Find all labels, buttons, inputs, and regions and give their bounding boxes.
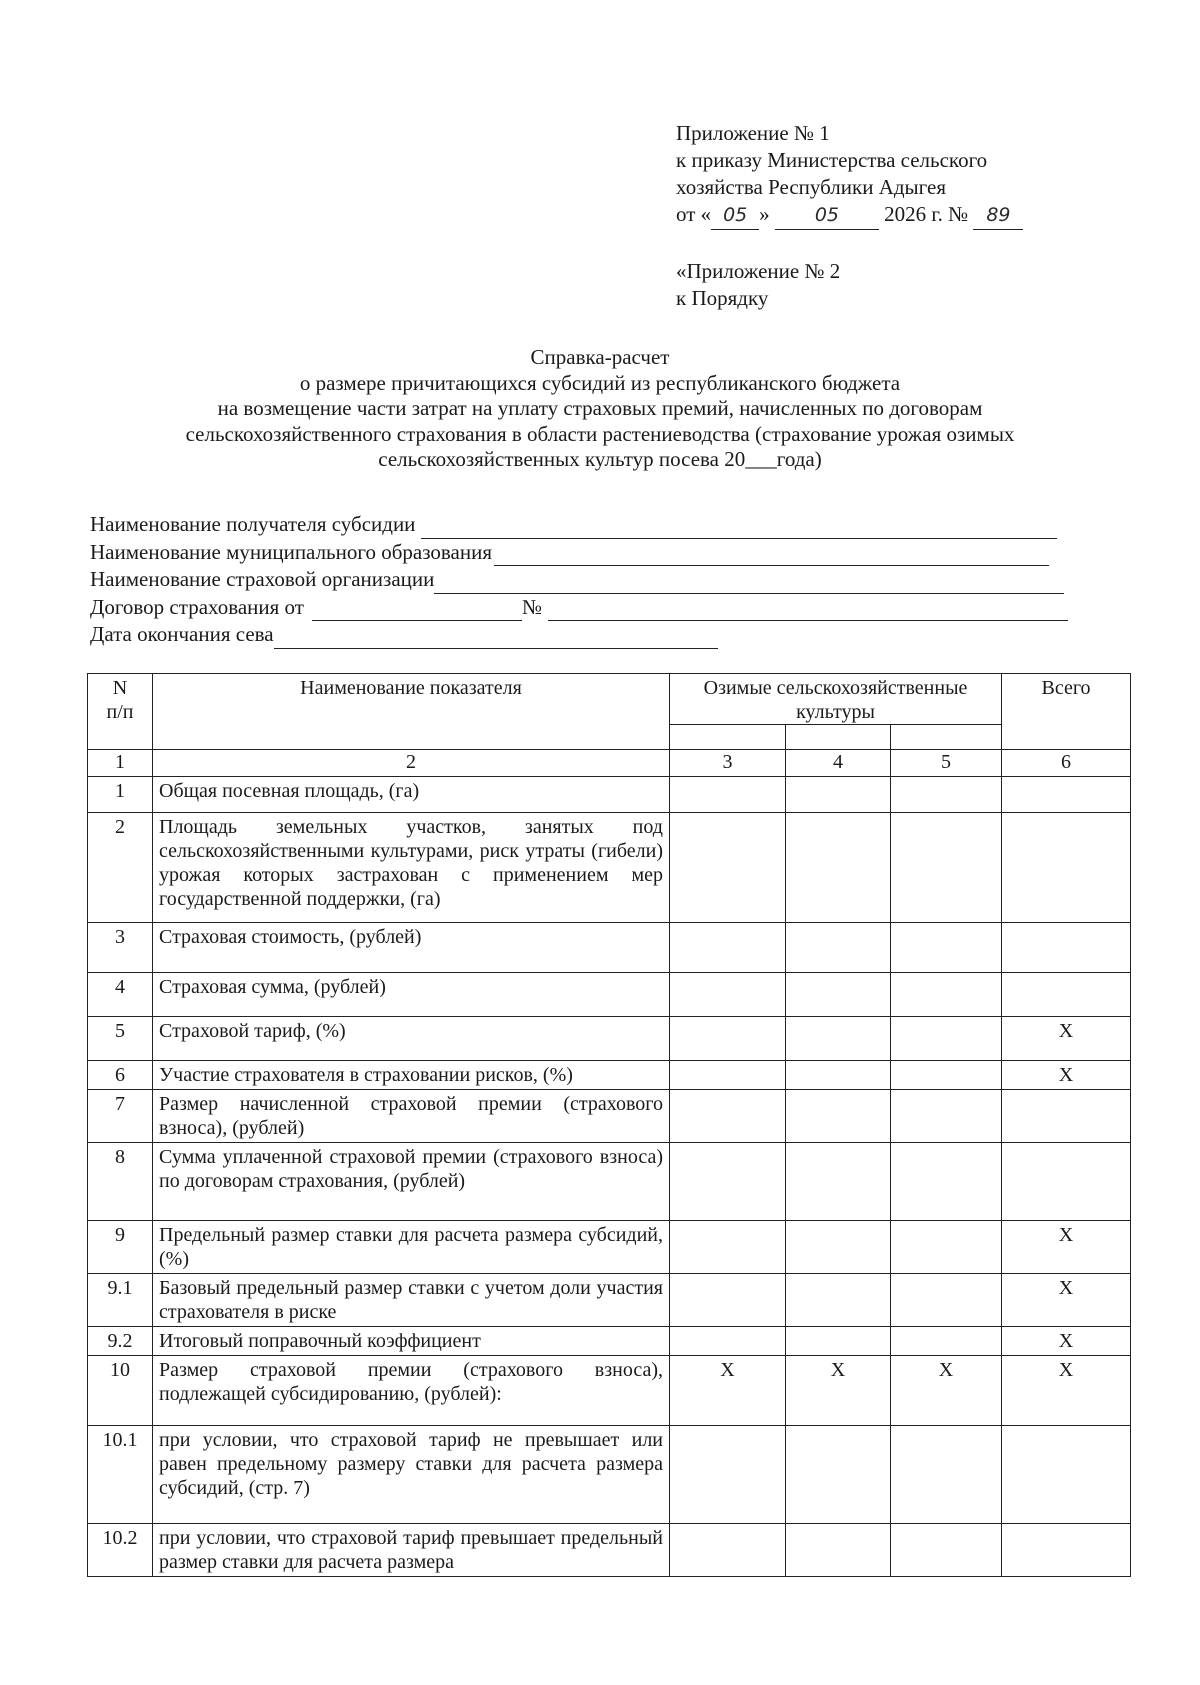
municipality-input[interactable] (494, 545, 1049, 566)
table-row (88, 1426, 1131, 1524)
sowing-end-input[interactable] (274, 628, 718, 649)
row-number: 10.1 (88, 1426, 153, 1524)
row-total-cell[interactable] (1002, 1143, 1131, 1221)
document-title: Справка-расчет о размере причитающихся субсидий из республиканского бюджета на возмещение части затрат на уплату страховых премий, начисленных по договорам сельскохозяйственного страхования в области растениеводства (страхование урожая озимых сельскохозяйственных культур посева 20___года) (185, 345, 1015, 471)
row-value-cell[interactable] (786, 1524, 891, 1577)
appendix2-header (676, 258, 840, 312)
row-number: 5 (88, 1017, 153, 1061)
row-total-cell[interactable] (1002, 813, 1131, 923)
row-value-cell[interactable] (670, 1017, 786, 1061)
recipient-input[interactable] (421, 518, 1057, 539)
contract-date-input[interactable] (312, 600, 522, 621)
row-value-cell[interactable] (891, 973, 1002, 1017)
handwritten-month: 05 (814, 204, 839, 226)
row-value-cell[interactable] (786, 1017, 891, 1061)
row-indicator-name: Предельный размер ставки для расчета размера субсидий, (%) (153, 1221, 670, 1274)
table-row (88, 1524, 1131, 1577)
row-value-cell[interactable] (891, 923, 1002, 973)
row-number: 7 (88, 1090, 153, 1143)
row-value-cell[interactable] (670, 1274, 786, 1327)
form-fields (90, 511, 1068, 649)
appendix2-title: «Приложение № 2 (676, 259, 841, 283)
row-value-cell[interactable]: X (670, 1356, 786, 1426)
row-value-cell[interactable] (670, 923, 786, 973)
row-total-cell[interactable] (1002, 777, 1131, 813)
row-value-cell[interactable] (670, 1327, 786, 1356)
row-value-cell[interactable] (670, 1090, 786, 1143)
row-value-cell[interactable] (786, 973, 891, 1017)
row-total-cell[interactable]: X (1002, 1274, 1131, 1327)
row-total-cell[interactable]: X (1002, 1017, 1131, 1061)
row-value-cell[interactable] (891, 1090, 1002, 1143)
row-value-cell[interactable] (891, 1524, 1002, 1577)
row-number: 10 (88, 1356, 153, 1426)
contract-field: Договор страхования от № (90, 594, 1068, 622)
row-value-cell[interactable]: X (786, 1356, 891, 1426)
handwritten-day: 05 (723, 204, 748, 226)
table-row (88, 1090, 1131, 1143)
row-value-cell[interactable] (786, 777, 891, 813)
row-value-cell[interactable] (786, 1327, 891, 1356)
appendix2-order-ref: к Порядку (676, 286, 769, 310)
row-value-cell[interactable] (891, 1143, 1002, 1221)
row-value-cell[interactable] (670, 813, 786, 923)
row-value-cell[interactable] (670, 1143, 786, 1221)
row-total-cell[interactable]: X (1002, 1221, 1131, 1274)
row-number: 6 (88, 1061, 153, 1090)
row-indicator-name: Страховая сумма, (рублей) (153, 973, 670, 1017)
row-total-cell[interactable]: X (1002, 1356, 1131, 1426)
row-number: 9.1 (88, 1274, 153, 1327)
row-number: 1 (88, 777, 153, 813)
row-value-cell[interactable] (786, 923, 891, 973)
row-indicator-name: Площадь земельных участков, занятых под сельскохозяйственными культурами, риск утраты (гибели) урожая которых застрахован с применением мер государственной поддержки, (га) (153, 813, 670, 923)
insurer-field: Наименование страховой организации (90, 566, 1068, 594)
table-row (88, 1017, 1131, 1061)
row-number: 3 (88, 923, 153, 973)
row-value-cell[interactable] (670, 1221, 786, 1274)
row-value-cell[interactable] (891, 813, 1002, 923)
row-value-cell[interactable] (786, 1274, 891, 1327)
subheader-cell (670, 725, 786, 750)
row-number: 9 (88, 1221, 153, 1274)
row-value-cell[interactable] (891, 1017, 1002, 1061)
table-row (88, 1356, 1131, 1426)
subheader-cell (891, 725, 1002, 750)
municipality-field: Наименование муниципального образования (90, 539, 1068, 567)
table-row (88, 777, 1131, 813)
header-name: Наименование показателя (153, 674, 670, 750)
row-value-cell[interactable] (891, 1061, 1002, 1090)
column-numbers-row (88, 750, 1131, 777)
header-crops: Озимые сельскохозяйственные культуры (670, 674, 1002, 725)
table-row (88, 973, 1131, 1017)
col-number: 6 (1002, 750, 1131, 777)
table-row (88, 813, 1131, 923)
row-total-cell[interactable] (1002, 1090, 1131, 1143)
row-total-cell[interactable] (1002, 973, 1131, 1017)
table-row (88, 1061, 1131, 1090)
table-header-row (88, 674, 1131, 725)
insurer-input[interactable] (434, 573, 1064, 594)
header-total: Всего (1002, 674, 1131, 750)
sowing-end-field: Дата окончания сева (90, 621, 1068, 649)
row-indicator-name: Страховой тариф, (%) (153, 1017, 670, 1061)
recipient-field: Наименование получателя субсидии (90, 511, 1068, 539)
row-value-cell[interactable] (891, 777, 1002, 813)
row-indicator-name: Базовый предельный размер ставки с учетом доли участия страхователя в риске (153, 1274, 670, 1327)
row-value-cell[interactable] (670, 1426, 786, 1524)
appendix-date-line: от « 05 » 05 2026 г. № 89 (676, 201, 1023, 230)
row-indicator-name: Размер страховой премии (страхового взноса), подлежащей субсидированию, (рублей): (153, 1356, 670, 1426)
row-total-cell[interactable] (1002, 1524, 1131, 1577)
row-value-cell[interactable] (670, 973, 786, 1017)
row-value-cell[interactable]: X (891, 1356, 1002, 1426)
row-total-cell[interactable]: X (1002, 1061, 1131, 1090)
row-number: 10.2 (88, 1524, 153, 1577)
row-value-cell[interactable] (786, 1143, 891, 1221)
row-total-cell[interactable]: X (1002, 1327, 1131, 1356)
row-value-cell[interactable] (786, 1426, 891, 1524)
row-indicator-name: Страховая стоимость, (рублей) (153, 923, 670, 973)
calculation-table (87, 673, 1131, 1577)
row-value-cell[interactable] (670, 1061, 786, 1090)
row-value-cell[interactable] (786, 1221, 891, 1274)
table-row (88, 1274, 1131, 1327)
table-row (88, 1327, 1131, 1356)
row-indicator-name: при условии, что страховой тариф не превышает или равен предельному размеру ставки для расчета размера субсидий, (стр. 7) (153, 1426, 670, 1524)
table-row (88, 1221, 1131, 1274)
row-number: 9.2 (88, 1327, 153, 1356)
row-total-cell[interactable] (1002, 1426, 1131, 1524)
row-value-cell[interactable] (670, 777, 786, 813)
row-value-cell[interactable] (891, 1426, 1002, 1524)
col-number: 2 (153, 750, 670, 777)
table-row (88, 1143, 1131, 1221)
row-number: 4 (88, 973, 153, 1017)
appendix-order-line: к приказу Министерства сельского (676, 148, 988, 172)
row-value-cell[interactable] (786, 1061, 891, 1090)
table-row (88, 923, 1131, 973)
col-number: 1 (88, 750, 153, 777)
row-indicator-name: Размер начисленной страховой премии (страхового взноса), (рублей) (153, 1090, 670, 1143)
handwritten-order-number: 89 (986, 204, 1011, 226)
row-indicator-name: Участие страхователя в страховании рисков, (%) (153, 1061, 670, 1090)
row-value-cell[interactable] (670, 1524, 786, 1577)
row-value-cell[interactable] (786, 1090, 891, 1143)
row-number: 2 (88, 813, 153, 923)
col-number: 4 (786, 750, 891, 777)
appendix-title: Приложение № 1 (676, 121, 830, 145)
col-number: 3 (670, 750, 786, 777)
row-value-cell[interactable] (891, 1221, 1002, 1274)
row-indicator-name: Итоговый поправочный коэффициент (153, 1327, 670, 1356)
contract-number-input[interactable] (548, 600, 1068, 621)
header-num: N п/п (88, 674, 153, 750)
col-number: 5 (891, 750, 1002, 777)
row-indicator-name: Общая посевная площадь, (га) (153, 777, 670, 813)
row-total-cell[interactable] (1002, 923, 1131, 973)
appendix-ministry-line: хозяйства Республики Адыгея (676, 175, 946, 199)
row-value-cell[interactable] (891, 1327, 1002, 1356)
row-value-cell[interactable] (786, 813, 891, 923)
row-value-cell[interactable] (891, 1274, 1002, 1327)
row-indicator-name: Сумма уплаченной страховой премии (страхового взноса) по договорам страхования, (рублей) (153, 1143, 670, 1221)
subheader-cell (786, 725, 891, 750)
appendix-header (676, 120, 1023, 230)
row-indicator-name: при условии, что страховой тариф превышает предельный размер ставки для расчета размера (153, 1524, 670, 1577)
row-number: 8 (88, 1143, 153, 1221)
